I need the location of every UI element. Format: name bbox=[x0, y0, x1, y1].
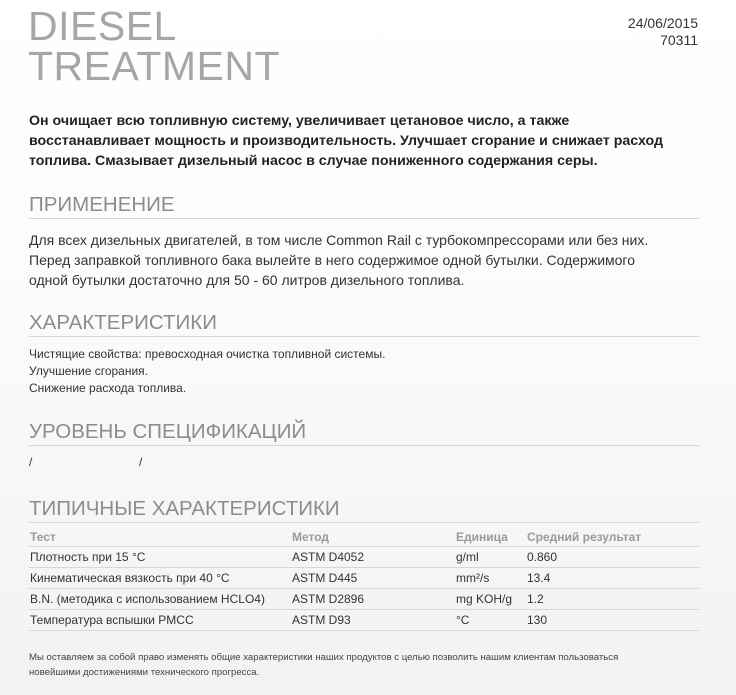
disclaimer-line: новейшими достижениями технического прогресса. bbox=[29, 667, 260, 678]
spec-separator: / bbox=[139, 455, 143, 469]
cell-test: Температура вспышки PMCC bbox=[29, 610, 291, 631]
cell-result: 13.4 bbox=[526, 568, 699, 589]
document-date: 24/06/2015 bbox=[627, 15, 698, 31]
cell-unit: g/ml bbox=[455, 547, 526, 568]
typical-properties-table bbox=[29, 527, 699, 631]
application-text bbox=[29, 230, 719, 290]
characteristic-item: Снижение расхода топлива. bbox=[29, 381, 187, 395]
document-code: 70311 bbox=[660, 32, 698, 48]
intro-line: Он очищает всю топливную систему, увеличивает цетановое число, а также bbox=[29, 113, 570, 129]
cell-test: B.N. (методика с использованием HCLO4) bbox=[29, 589, 291, 610]
characteristics-list bbox=[29, 346, 719, 397]
typical-heading: ТИПИЧНЫЕ ХАРАКТЕРИСТИКИ bbox=[29, 497, 699, 523]
cell-unit: mm²/s bbox=[455, 568, 526, 589]
cell-result: 1.2 bbox=[526, 589, 699, 610]
column-header-result: Средний результат bbox=[526, 527, 699, 547]
cell-test: Кинематическая вязкость при 40 °C bbox=[29, 568, 291, 589]
intro-line: топлива. Смазывает дизельный насос в случае пониженного содержания серы. bbox=[29, 153, 598, 169]
intro-line: восстанавливает мощность и производительность. Улучшает сгорание и снижает расход bbox=[29, 133, 664, 149]
spec-separator: / bbox=[29, 455, 33, 469]
specifications-heading: УРОВЕНЬ СПЕЦИФИКАЦИЙ bbox=[29, 420, 699, 446]
cell-method: ASTM D93 bbox=[291, 610, 455, 631]
column-header-method: Метод bbox=[291, 527, 455, 547]
specifications-list bbox=[29, 454, 429, 471]
table-row bbox=[29, 568, 699, 589]
disclaimer-line: Мы оставляем за собой право изменять общие характеристики наших продуктов с целью позволить нашим клиентам пользоваться bbox=[29, 652, 619, 663]
application-line: Для всех дизельных двигателей, в том числе Common Rail с турбокомпрессорами или без них. bbox=[29, 232, 649, 248]
cell-result: 130 bbox=[526, 610, 699, 631]
column-header-unit: Единица bbox=[455, 527, 526, 547]
cell-result: 0.860 bbox=[526, 547, 699, 568]
product-title-line1: DIESEL bbox=[28, 3, 177, 49]
intro-paragraph bbox=[29, 111, 709, 171]
document-meta bbox=[628, 15, 698, 49]
product-title bbox=[28, 3, 281, 89]
table-row bbox=[29, 589, 699, 610]
column-header-test: Тест bbox=[29, 527, 291, 547]
application-heading: ПРИМЕНЕНИЕ bbox=[29, 193, 699, 219]
characteristics-heading: ХАРАКТЕРИСТИКИ bbox=[29, 311, 699, 337]
product-title-line2: TREATMENT bbox=[28, 43, 281, 89]
characteristic-item: Чистящие свойства: превосходная очистка топливной системы. bbox=[29, 347, 386, 361]
cell-unit: mg KOH/g bbox=[455, 589, 526, 610]
disclaimer-text bbox=[29, 650, 709, 680]
characteristic-item: Улучшение сгорания. bbox=[29, 364, 149, 378]
cell-method: ASTM D4052 bbox=[291, 547, 455, 568]
cell-test: Плотность при 15 °C bbox=[29, 547, 291, 568]
table-row bbox=[29, 610, 699, 631]
application-line: Перед заправкой топливного бака вылейте в него содержимое одной бутылки. Содержимого bbox=[29, 252, 636, 268]
cell-method: ASTM D2896 bbox=[291, 589, 455, 610]
table-row bbox=[29, 547, 699, 568]
cell-unit: °C bbox=[455, 610, 526, 631]
application-line: одной бутылки достаточно для 50 - 60 литров дизельного топлива. bbox=[29, 272, 465, 288]
table-header-row bbox=[29, 527, 699, 547]
cell-method: ASTM D445 bbox=[291, 568, 455, 589]
